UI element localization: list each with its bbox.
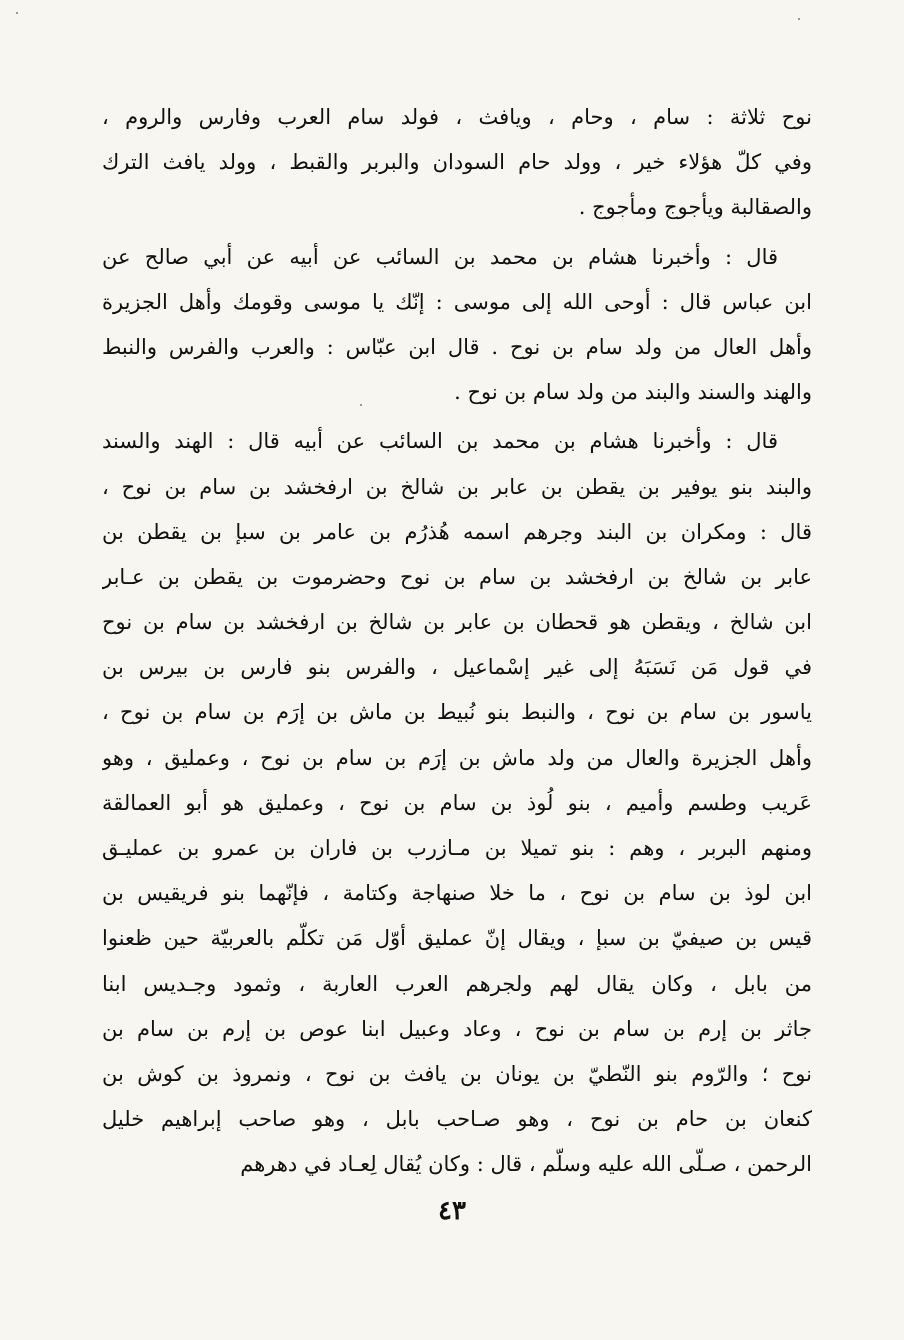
text-line: والصقالبة ويأجوج ومأجوج . (578, 195, 812, 220)
text-line: عَريب وطسم وأميم ، بنو لُوذ بن سام بن نوح ، وعمليق هو أبو العمالقة (102, 790, 812, 815)
text-line: نوح ؛ والرّوم بنو النّطيّ بن يونان بن يافث بن نوح ، ونمروذ بن كوش بن (102, 1061, 812, 1086)
text-line: في قول مَن نَسَبَهُ إلى غير إسْماعيل ، والفرس بنو فارس بن بيرس بن (102, 655, 812, 680)
text-line: ابن لوذ بن سام بن نوح ، ما خلا صنهاجة وكتامة ، فإنّهما بنو فريقيس بن (102, 881, 812, 906)
text-line: ابن عباس قال : أوحى الله إلى موسى : إنّك يا موسى وقومك وأهل الجزيرة (102, 289, 812, 314)
text-line: كنعان بن حام بن نوح ، وهو صـاحب بابل ، وهو صاحب إبراهيم خليل (102, 1107, 812, 1132)
text-line: نوح ثلاثة : سام ، وحام ، ويافث ، فولد سام العرب وفارس والروم ، (102, 105, 812, 129)
text-line: الرحمن ، صـلّى الله عليه وسلّم ، قال : وكان يُقال لِعـاد في دهرهم (240, 1152, 812, 1177)
text-line: من بابل ، وكان يقال لهم ولجرهم العرب العاربة ، وثمود وجـديس ابنا (102, 971, 812, 996)
text-line: ومنهم البربر ، وهم : بنو تميلا بن مـازرب بن فاران بن عمرو بن عمليـق (102, 836, 812, 860)
text-line: عابر بن شالخ بن ارفخشد بن سام بن نوح وحضرموت بن يقطن بن عـابر (102, 564, 812, 589)
text-line: وأهل العال من ولد سام بن نوح . قال ابن عبّاس : والعرب والفرس والنبط (102, 334, 812, 359)
text-line: ياسور بن سام بن نوح ، والنبط بنو نُبيط بن ماش بن إرَم بن سام بن نوح ، (102, 700, 812, 725)
text-line: جاثر بن إرم بن سام بن نوح ، وعاد وعبيل ابنا عوص بن إرم بن سام بن (102, 1016, 812, 1041)
text-line: قال : وأخبرنا هشام بن محمد بن السائب عن أبيه قال : الهند والسند (102, 429, 778, 454)
text-line: قيس بن صيفيّ بن سبإ ، ويقال إنّ عمليق أوّل مَن تكلّم بالعربيّة حين ظعنوا (102, 926, 812, 951)
text-line: قال : ومكران بن البند وجرهم اسمه هُذرُم بن عامر بن سبإ بن يقطن بن (102, 519, 812, 544)
text-line: والبند بنو يوفير بن يقطن بن عابر بن شالخ بن ارفخشد بن سام بن نوح ، (102, 474, 812, 499)
page-number: ٤٣ (438, 1196, 466, 1226)
text-line: قال : وأخبرنا هشام بن محمد بن السائب عن أبيه عن أبي صالح عن (102, 244, 778, 269)
body-text (102, 95, 812, 1188)
text-line: ابن شالخ ، ويقطن هو قحطان بن عابر بن شالخ بن ارفخشد بن سام بن نوح (102, 610, 812, 635)
scan-speck (16, 12, 18, 14)
scan-speck (798, 18, 800, 20)
text-line: والهند والسند والبند من ولد سام بن نوح . (454, 380, 812, 405)
text-line: وأهل الجزيرة والعال من ولد ماش بن إرَم بن سام بن نوح ، وعمليق ، وهو (102, 745, 812, 770)
text-line: وفي كلّ هؤلاء خير ، وولد حام السودان والبربر والقبط ، وولد يافث الترك (102, 150, 812, 175)
scan-speck (360, 404, 362, 406)
